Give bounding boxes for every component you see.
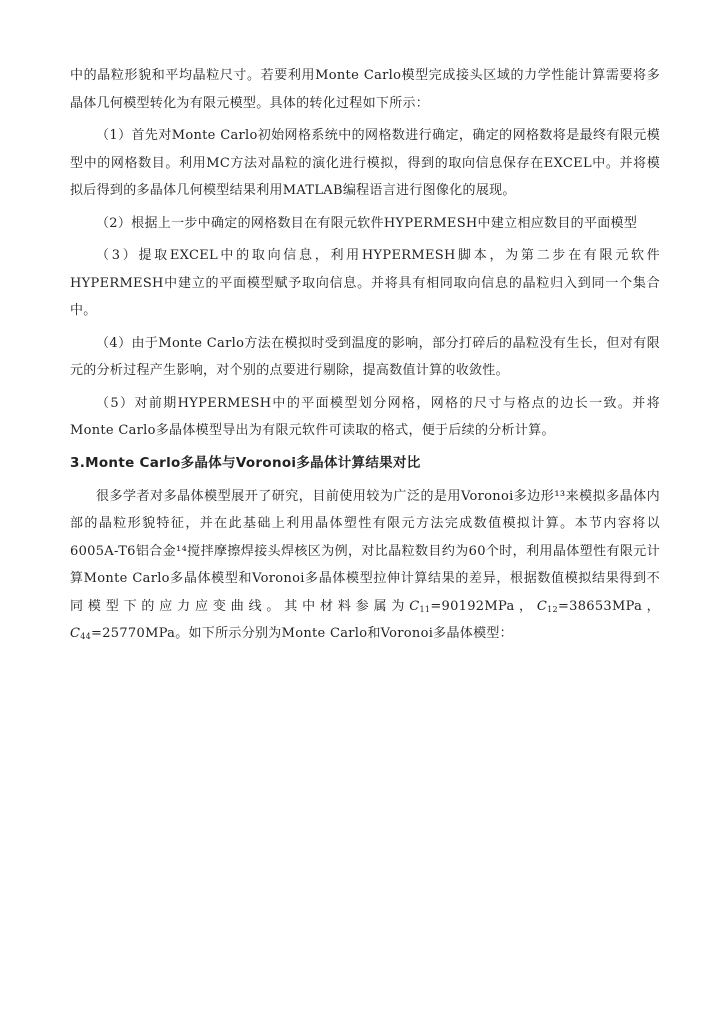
c11-symbol: C [409,598,420,614]
paragraph-step-4: （4）由于Monte Carlo方法在模拟时受到温度的影响，部分打碎后的晶粒没有生长，但对有限元的分析过程产生影响，对个别的点要进行剔除，提高数值计算的收敛性。 [70,335,660,378]
paragraph-step-1: （1）首先对Monte Carlo初始网格系统中的网格数进行确定，确定的网格数将是最终有限元模型中的网格数目。利用MC方法对晶粒的演化进行模拟，得到的取向信息保存在EXCEL中。并将模拟后得到的多晶体几何模型结果利用MATLAB编程语言进行图像化的展现。 [70,128,660,198]
c44-value: =25770MPa。如下所示分别为Monte Carlo和Voronoi多晶体模型： [91,626,513,641]
section-body-text: 很多学者对多晶体模型展开了研究，目前使用较为广泛的是用Voronoi多边形¹³来模拟多晶体内部的晶粒形貌特征，并在此基础上利用晶体塑性有限元方法完成数值模拟计算。本节内容将以6005A-T6铝合金¹⁴搅拌摩擦焊接头焊核区为例，对比晶粒数目约为60个时，利用晶体塑性有限元计算Monte Carlo多晶体模型和Voronoi多晶体模型拉伸计算结果的差异，根据数值模拟结果得到不同模型下的应力应变曲线。其中材料参属为 [70,488,660,614]
c44-symbol: C [70,626,81,641]
c12-symbol: C [536,598,548,614]
c44-subscript: 44 [80,632,92,641]
paragraph-intro: 中的晶粒形貌和平均晶粒尺寸。若要利用Monte Carlo模型完成接头区域的力学性能计算需要将多晶体几何模型转化为有限元模型。具体的转化过程如下所示： [70,68,660,111]
paragraph-step-3: （3）提取EXCEL中的取向信息，利用HYPERMESH脚本，为第二步在有限元软件HYPERMESH中建立的平面模型赋予取向信息。并将具有相同取向信息的晶粒归入到同一个集合中。 [70,248,660,318]
c12-subscript: 12 [547,604,558,614]
c12-value: =38653MPa， [557,598,660,614]
section-heading: 3.Monte Carlo多晶体与Voronoi多晶体计算结果对比 [70,454,421,471]
paragraph-step-5: （5）对前期HYPERMESH中的平面模型划分网格，网格的尺寸与格点的边长一致。并将Monte Carlo多晶体模型导出为有限元软件可读取的格式，便于后续的分析计算。 [70,395,660,438]
c11-value: =90192MPa， [430,598,537,614]
paragraph-step-2: （2）根据上一步中确定的网格数目在有限元软件HYPERMESH中建立相应数目的平面模型 [96,215,638,231]
paragraph-section-body [70,483,660,648]
c11-subscript: 11 [419,604,431,614]
document-page [70,62,660,653]
